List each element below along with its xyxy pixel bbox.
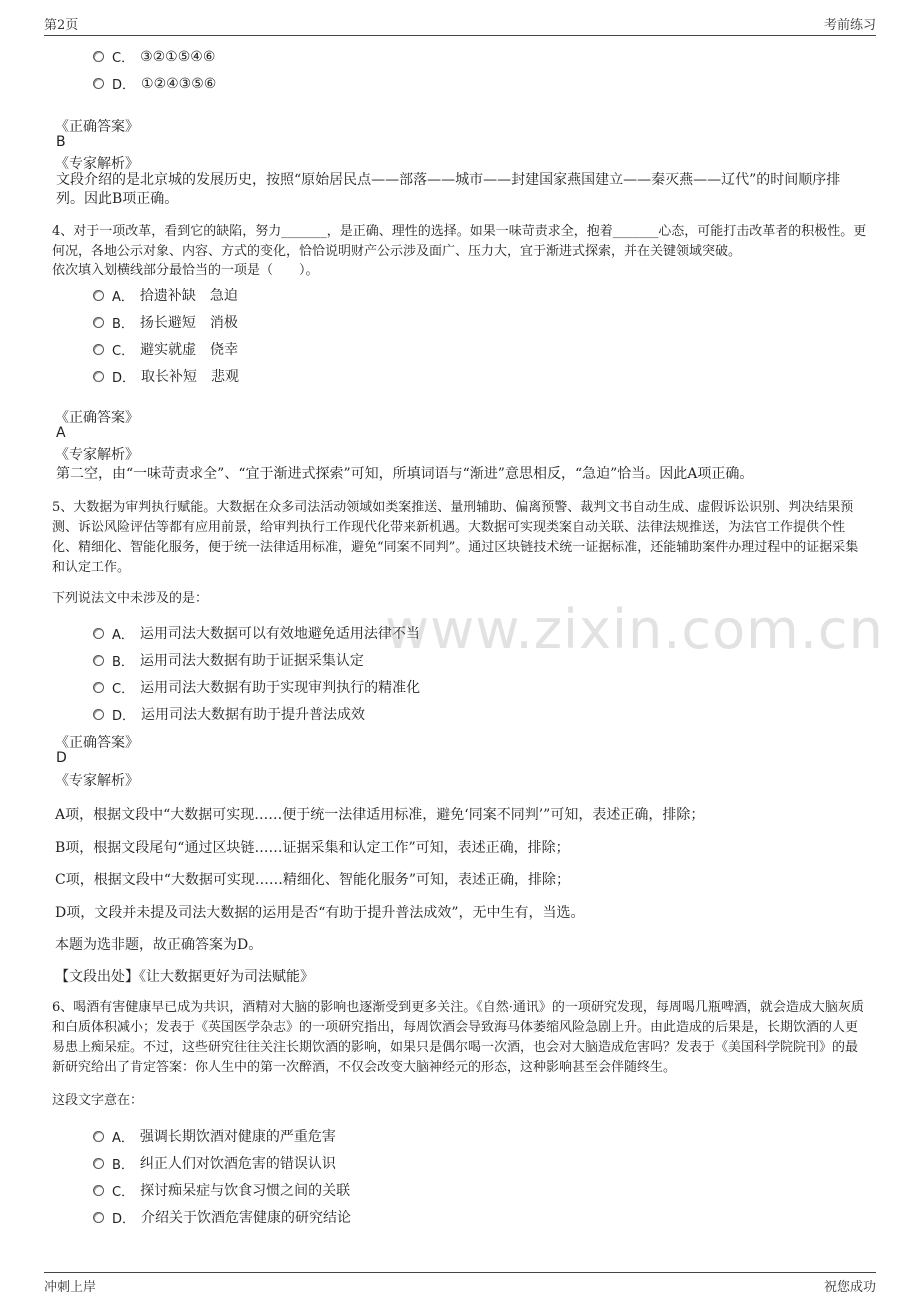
q5-prompt: 下列说法文中未涉及的是： [52,591,209,606]
page-header [44,14,876,36]
analysis-line: B项，根据文段尾句“通过区块链……证据采集和认定工作”可知，表述正确，排除； [55,840,570,856]
analysis-line: C项，根据文段中“大数据可实现……精细化、智能化服务”可知，表述正确，排除； [55,872,571,888]
radio-icon[interactable] [93,317,104,328]
q6-option-a[interactable]: A． 强调长期饮酒对健康的严重危害 [93,1126,336,1146]
radio-icon[interactable] [93,1131,104,1142]
q5-stem: 5、大数据为审判执行赋能。大数据在众多司法活动领域如类案推送、量刑辅助、偏离预警、裁判文书自动生成、虚假诉讼识别、判决结果预测、诉讼风险评估等都有应用前景，给审判执行工作现代化带来新机遇。大数据可实现类案自动关联、法律法规推送，为法官工作提供个性化、精细化、智能化服务，便于统一法律适用标准，避免“同案不同判”。通过区块链技术统一证据标准，还能辅助案件办理过程中的证据采集和认定工作。 [52,500,859,575]
answer-value: B [56,134,66,150]
q4-option-d[interactable]: D． 取长补短 悲观 [93,366,239,386]
analysis-heading: 《专家解析》 [55,447,139,463]
analysis-line: 本题为选非题，故正确答案为D。 [55,937,263,953]
radio-icon[interactable] [93,1185,104,1196]
answer-value: D [56,750,67,766]
radio-icon[interactable] [93,628,104,639]
q6-stem: 6、喝酒有害健康早已成为共识，酒精对大脑的影响也逐渐受到更多关注。《自然·通讯》的一项研究发现，每周喝几瓶啤酒，就会造成大脑灰质和白质体积减小；发表于《英国医学杂志》的一项研究指出，每周饮酒会导致海马体萎缩风险急剧上升。由此造成的后果是，长期饮酒的人更易患上痴呆症。不过，这些研究往往关注长期饮酒的影响，如果只是偶尔喝一次酒，也会对大脑造成危害吗？发表于《美国科学院院刊》的最新研究给出了肯定答案：你人生中的第一次醉酒，不仅会改变大脑神经元的形态，这种影响甚至会伴随终生。 [52,1000,864,1075]
q5-option-b[interactable]: B． 运用司法大数据有助于证据采集认定 [93,650,364,670]
q4-stem: 4、对于一项改革，看到它的缺陷，努力_______，是正确、理性的选择。如果一味苛责求全，抱着_______心态，可能打击改革者的积极性。更何况，各地公示对象、内容、方式的变化，恰恰说明财产公示涉及面广、压力大，宜于渐进式探索，并在关键领域突破。 [52,224,867,259]
watermark: www.zixin.com.cn [385,598,884,661]
answer-value: A [56,425,66,441]
source-note: 【文段出处】《让大数据更好为司法赋能》 [55,969,314,985]
answer-heading: 《正确答案》 [55,735,139,751]
q6-option-d[interactable]: D． 介绍关于饮酒危害健康的研究结论 [93,1207,351,1227]
q6-option-c[interactable]: C． 探讨痴呆症与饮食习惯之间的关联 [93,1180,350,1200]
analysis-heading: 《专家解析》 [55,156,139,172]
footer-left: 冲刺上岸 [44,1280,97,1295]
analysis-line: A项，根据文段中“大数据可实现……便于统一法律适用标准，避免‘同案不同判’”可知，表述正确，排除； [55,807,705,823]
q5-option-d[interactable]: D． 运用司法大数据有助于提升普法成效 [93,704,365,724]
footer-right: 祝您成功 [823,1280,876,1295]
radio-icon[interactable] [93,78,104,89]
radio-icon[interactable] [93,51,104,62]
header-title: 考前练习 [823,18,876,33]
page-footer [44,1272,876,1295]
q5-option-c[interactable]: C． 运用司法大数据有助于实现审判执行的精准化 [93,677,420,697]
q5-option-a[interactable]: A． 运用司法大数据可以有效地避免适用法律不当 [93,623,420,643]
q4-option-b[interactable]: B． 扬长避短 消极 [93,312,238,332]
radio-icon[interactable] [93,290,104,301]
q4-option-a[interactable]: A． 拾遗补缺 急迫 [93,285,238,305]
q4-prompt: 依次填入划横线部分最恰当的一项是（ ）。 [52,263,319,278]
answer-heading: 《正确答案》 [55,119,139,135]
radio-icon[interactable] [93,371,104,382]
radio-icon[interactable] [93,1212,104,1223]
radio-icon[interactable] [93,1158,104,1169]
radio-icon[interactable] [93,344,104,355]
radio-icon[interactable] [93,709,104,720]
analysis-line: D项，文段并未提及司法大数据的运用是否“有助于提升普法成效”，无中生有，当选。 [55,905,585,921]
q3-option-c[interactable]: C． ③②①⑤④⑥ [93,47,215,66]
analysis-text: 文段介绍的是北京城的发展历史，按照“原始居民点——部落——城市——封建国家燕国建立——秦灭燕——辽代”的时间顺序排列。因此B项正确。 [56,172,841,207]
radio-icon[interactable] [93,682,104,693]
page-number: 第2页 [44,18,79,33]
q6-option-b[interactable]: B． 纠正人们对饮酒危害的错误认识 [93,1153,336,1173]
q6-prompt: 这段文字意在： [52,1093,144,1108]
answer-heading: 《正确答案》 [55,410,139,426]
analysis-heading: 《专家解析》 [55,773,139,789]
q4-option-c[interactable]: C． 避实就虚 侥幸 [93,339,238,359]
radio-icon[interactable] [93,655,104,666]
analysis-text: 第二空，由“一味苛责求全”、“宜于渐进式探索”可知，所填词语与“渐进”意思相反，“急迫”恰当。因此A项正确。 [56,466,754,482]
q3-option-d[interactable]: D． ①②④③⑤⑥ [93,74,216,93]
